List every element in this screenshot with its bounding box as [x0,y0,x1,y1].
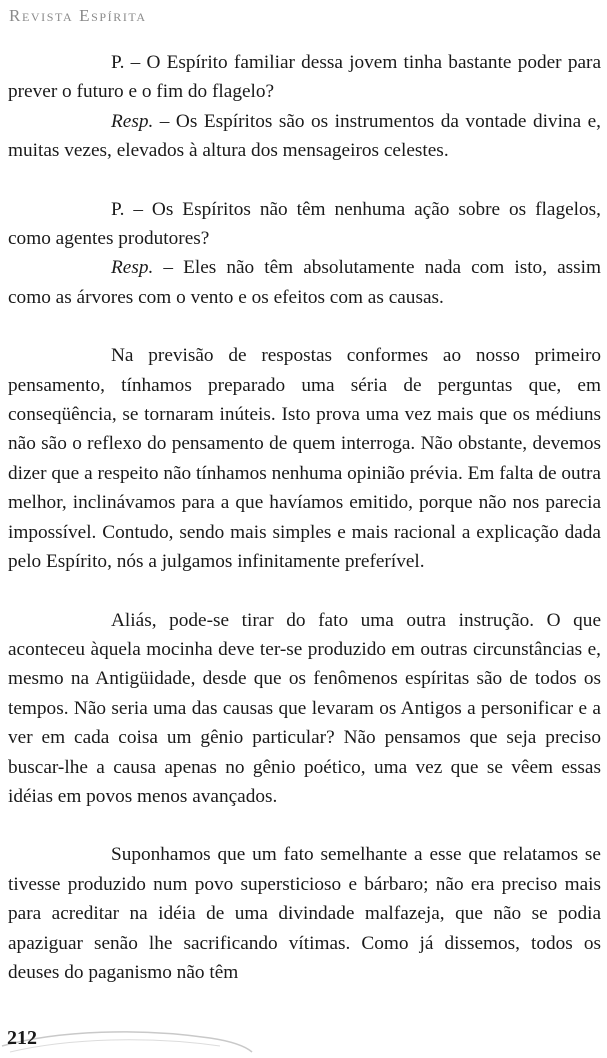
paragraph-gap [8,166,601,195]
paragraph-gap [8,811,601,840]
answer-label: Resp. [111,257,154,279]
page-number: 212 [7,1027,37,1049]
body-text [8,48,601,987]
question-1: P. – O Espírito familiar dessa jovem tinha bastante poder para prever o futuro e o fim do flagelo? [8,52,601,103]
paragraph-forecast: Na previsão de respostas conformes ao nosso primeiro pensamento, tínhamos preparado uma séria de perguntas que, em conseqüência, se tornaram inúteis. Isto prova uma vez mais que os médiuns não são o reflexo do pensamento de quem interroga. Não obstante, devemos dizer que a respeito não tínhamos nenhuma opinião prévia. Em falta de outra melhor, inclinávamos para a que havíamos emitido, porque não nos parecia impossível. Contudo, sendo mais simples e mais racional a explicação dada pelo Espírito, nós a julgamos infinitamente preferível. [8,345,601,573]
answer-text: – Eles não têm absolutamente nada com isto, assim como as árvores com o vento e os efeitos com as causas. [8,257,601,308]
answer-text: – Os Espíritos são os instrumentos da vontade divina e, muitas vezes, elevados à altura dos mensageiros celestes. [8,110,601,162]
paragraph-supposition: Suponhamos que um fato semelhante a esse que relatamos se tivesse produzido num povo supersticioso e bárbaro; não era preciso mais para acreditar na idéia de uma divindade malfazeja, que não se podia apaziguar senão lhe sacrificando vítimas. Como já dissemos, todos os deuses do paganismo não têm [8,844,601,983]
answer-2 [8,253,601,312]
page-ornament-swoosh [0,1016,260,1058]
answer-label: Resp. [111,110,154,132]
paragraph-gap [8,312,601,341]
answer-1 [8,107,601,166]
running-head: Revista Espírita [9,6,147,25]
question-2: P. – Os Espíritos não têm nenhuma ação sobre os flagelos, como agentes produtores? [8,198,601,250]
paragraph-instruction: Aliás, pode-se tirar do fato uma outra instrução. O que aconteceu àquela mocinha deve ter-se produzido em outras circunstâncias e, mesmo na Antigüidade, desde que os fenômenos espíritas são de todos os tempos. Não seria uma das causas que levaram os Antigos a personificar e a ver em cada coisa um gênio particular? Não pensamos que seja preciso buscar-lhe a causa apenas no gênio poético, uma vez que se vêem essas idéias em povos menos avançados. [8,609,601,807]
paragraph-gap [8,577,601,606]
